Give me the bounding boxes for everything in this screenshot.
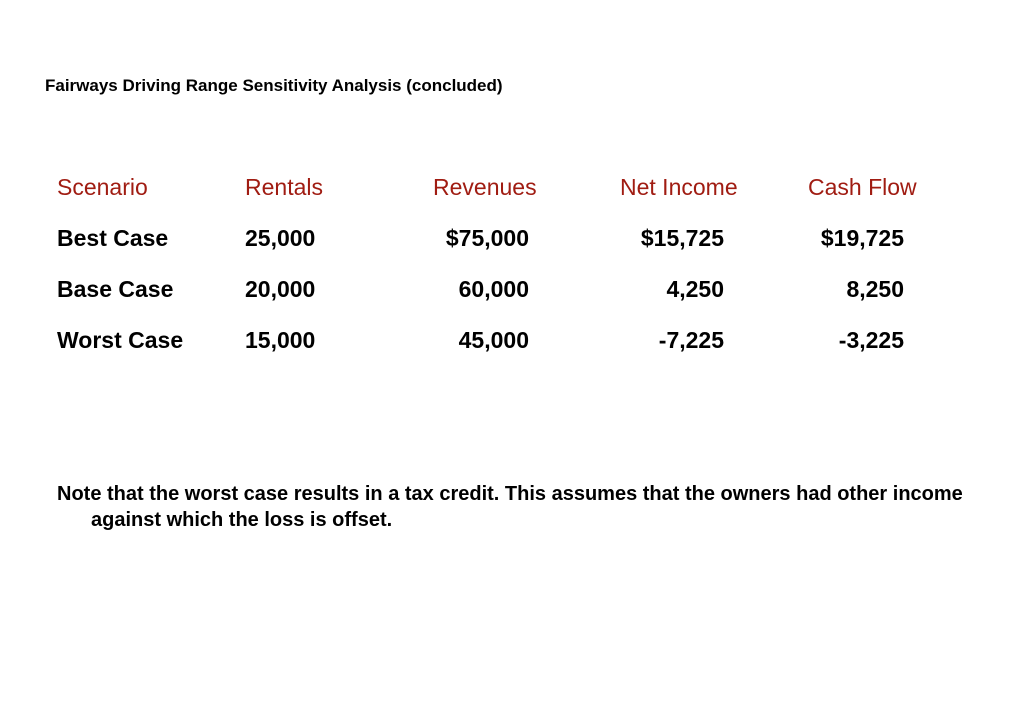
sensitivity-table (57, 174, 977, 378)
cell-scenario: Best Case (57, 225, 169, 251)
cell-net-income: 4,250 (666, 276, 724, 302)
cell-net-income: $15,725 (640, 225, 724, 251)
table-row (57, 327, 977, 378)
cell-rentals: 25,000 (245, 225, 316, 251)
page-title: Fairways Driving Range Sensitivity Analysis (concluded) (45, 76, 503, 95)
cell-revenues: $75,000 (445, 225, 529, 251)
table-row (57, 276, 977, 327)
cell-cash-flow: -3,225 (838, 327, 904, 353)
cell-rentals: 15,000 (245, 327, 316, 353)
cell-net-income: -7,225 (658, 327, 724, 353)
header-cash-flow: Cash Flow (808, 174, 917, 200)
header-rentals: Rentals (245, 174, 323, 200)
header-net-income: Net Income (620, 174, 738, 200)
header-revenues: Revenues (433, 174, 537, 200)
cell-cash-flow: 8,250 (846, 276, 904, 302)
cell-scenario: Worst Case (57, 327, 184, 353)
cell-revenues: 45,000 (458, 327, 529, 353)
cell-scenario: Base Case (57, 276, 174, 302)
table-row (57, 225, 977, 276)
cell-cash-flow: $19,725 (820, 225, 904, 251)
footnote: Note that the worst case results in a tax credit. This assumes that the owners had other income against which the loss is offset. (57, 483, 963, 531)
table-header-row (57, 174, 977, 225)
header-scenario: Scenario (57, 174, 148, 200)
cell-revenues: 60,000 (458, 276, 529, 302)
cell-rentals: 20,000 (245, 276, 316, 302)
